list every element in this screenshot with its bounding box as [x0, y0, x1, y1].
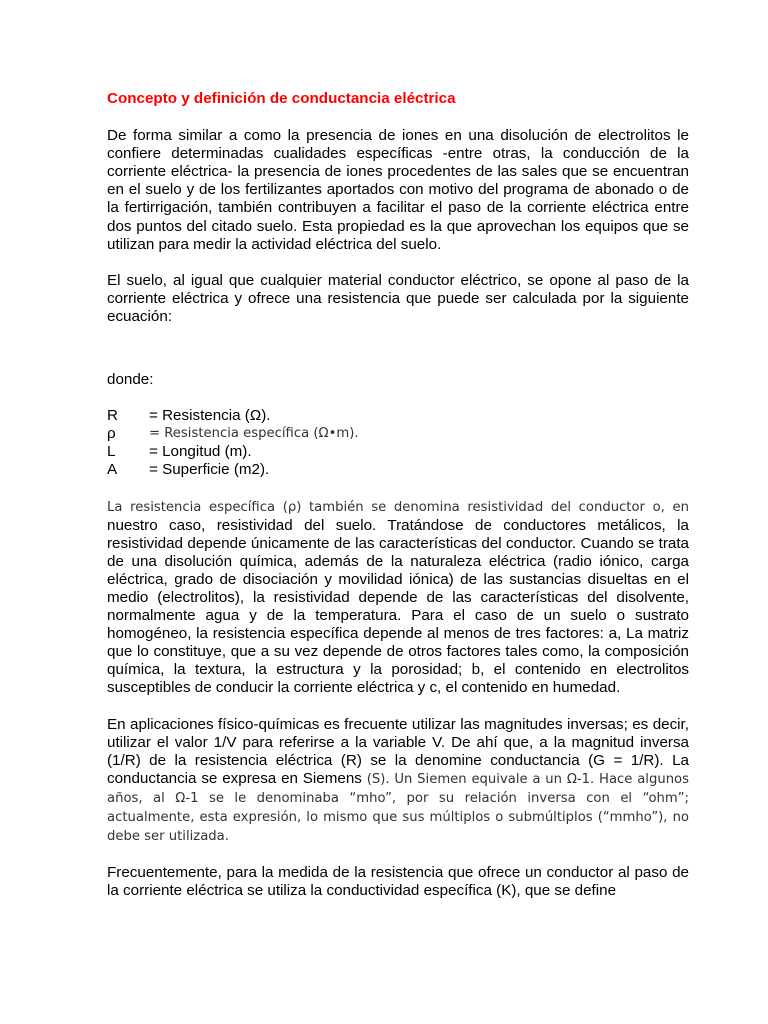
definition-symbol: R — [107, 407, 118, 425]
paragraph-conductance-tail: (S). Un Siemen equivale a un Ω-1. Hace algunos años, al Ω-1 se le denominaba “mho”, por su relación inversa con el “ohm”; actualmente, esta expresión, lo mismo que sus múltiplos o submúltiplos (“mmho”), no debe ser utilizada. — [107, 771, 689, 845]
paragraph-resistivity — [107, 498, 689, 698]
definition-row — [107, 407, 689, 425]
paragraph-intro: De forma similar a como la presencia de iones en una disolución de electrolitos le confiere determinadas cualidades específicas -entre otras, la conducción de la corriente eléctrica- la presencia de iones procedentes de las sales que se encuentran en el suelo y de los fertilizantes aportados con motivo del programa de abonado o de la fertirrigación, también contribuyen a facilitar el paso de la corriente eléctrica entre dos puntos del citado suelo. Esta propiedad es la que aprovechan los equipos que se utilizan para medir la actividad eléctrica del suelo. — [107, 127, 689, 253]
paragraph-resistance: El suelo, al igual que cualquier material conductor eléctrico, se opone al paso de la corriente eléctrica y ofrece una resistencia que puede ser calculada por la siguiente ecuación: — [107, 271, 689, 325]
paragraph-resistivity-lead: La resistencia específica (ρ) también se denomina resistividad del conductor o, en — [107, 499, 689, 515]
document-body — [107, 90, 689, 918]
section-title: Concepto y definición de conductancia eléctrica — [107, 90, 456, 107]
definitions-list — [107, 407, 689, 479]
definition-text: = Resistencia específica (Ω•m). — [149, 426, 359, 442]
definition-row — [107, 461, 689, 479]
definition-symbol: ρ — [107, 425, 116, 443]
paragraph-resistivity-rest: nuestro caso, resistividad del suelo. Tratándose de conductores metálicos, la resistividad depende únicamente de las características del conductor. Cuando se trata de una disolución química, además de la naturaleza eléctrica (radio iónico, carga eléctrica, grado de disociación y movilidad iónica) de las sustancias disueltas en el medio (electrolitos), la resistividad depende de las características del disolvente, normalmente agua y de la temperatura. Para el caso de un suelo o sustrato homogéneo, la resistencia específica depende al menos de tres factores: a, La matriz que lo constituye, que a su vez depende de otros factores tales como, la composición química, la textura, la estructura y la porosidad; b, el contenido en electrolitos susceptibles de conducir la corriente eléctrica y c, el contenido en humedad. — [107, 516, 689, 697]
donde-label: donde: — [107, 371, 154, 389]
definition-text: = Superficie (m2). — [149, 461, 270, 479]
definition-row — [107, 443, 689, 461]
paragraph-conductivity: Frecuentemente, para la medida de la resistencia que ofrece un conductor al paso de la corriente eléctrica se utiliza la conductividad específica (K), que se define — [107, 864, 689, 900]
paragraph-conductance — [107, 716, 689, 847]
definition-row — [107, 425, 689, 443]
definition-symbol: A — [107, 461, 118, 479]
equation-placeholder — [107, 326, 689, 371]
definition-symbol: L — [107, 443, 116, 461]
definition-text: = Longitud (m). — [149, 443, 252, 461]
paragraph-conductance-main: En aplicaciones físico-químicas es frecuente utilizar las magnitudes inversas; es decir, utilizar el valor 1/V para referirse a la variable V. De ahí que, a la magnitud inversa (1/R) de la resistencia eléctrica (R) se la denomine conductancia (G = 1/R). La conductancia se expresa en Siemens — [107, 715, 689, 787]
definition-text: = Resistencia (Ω). — [149, 407, 271, 425]
